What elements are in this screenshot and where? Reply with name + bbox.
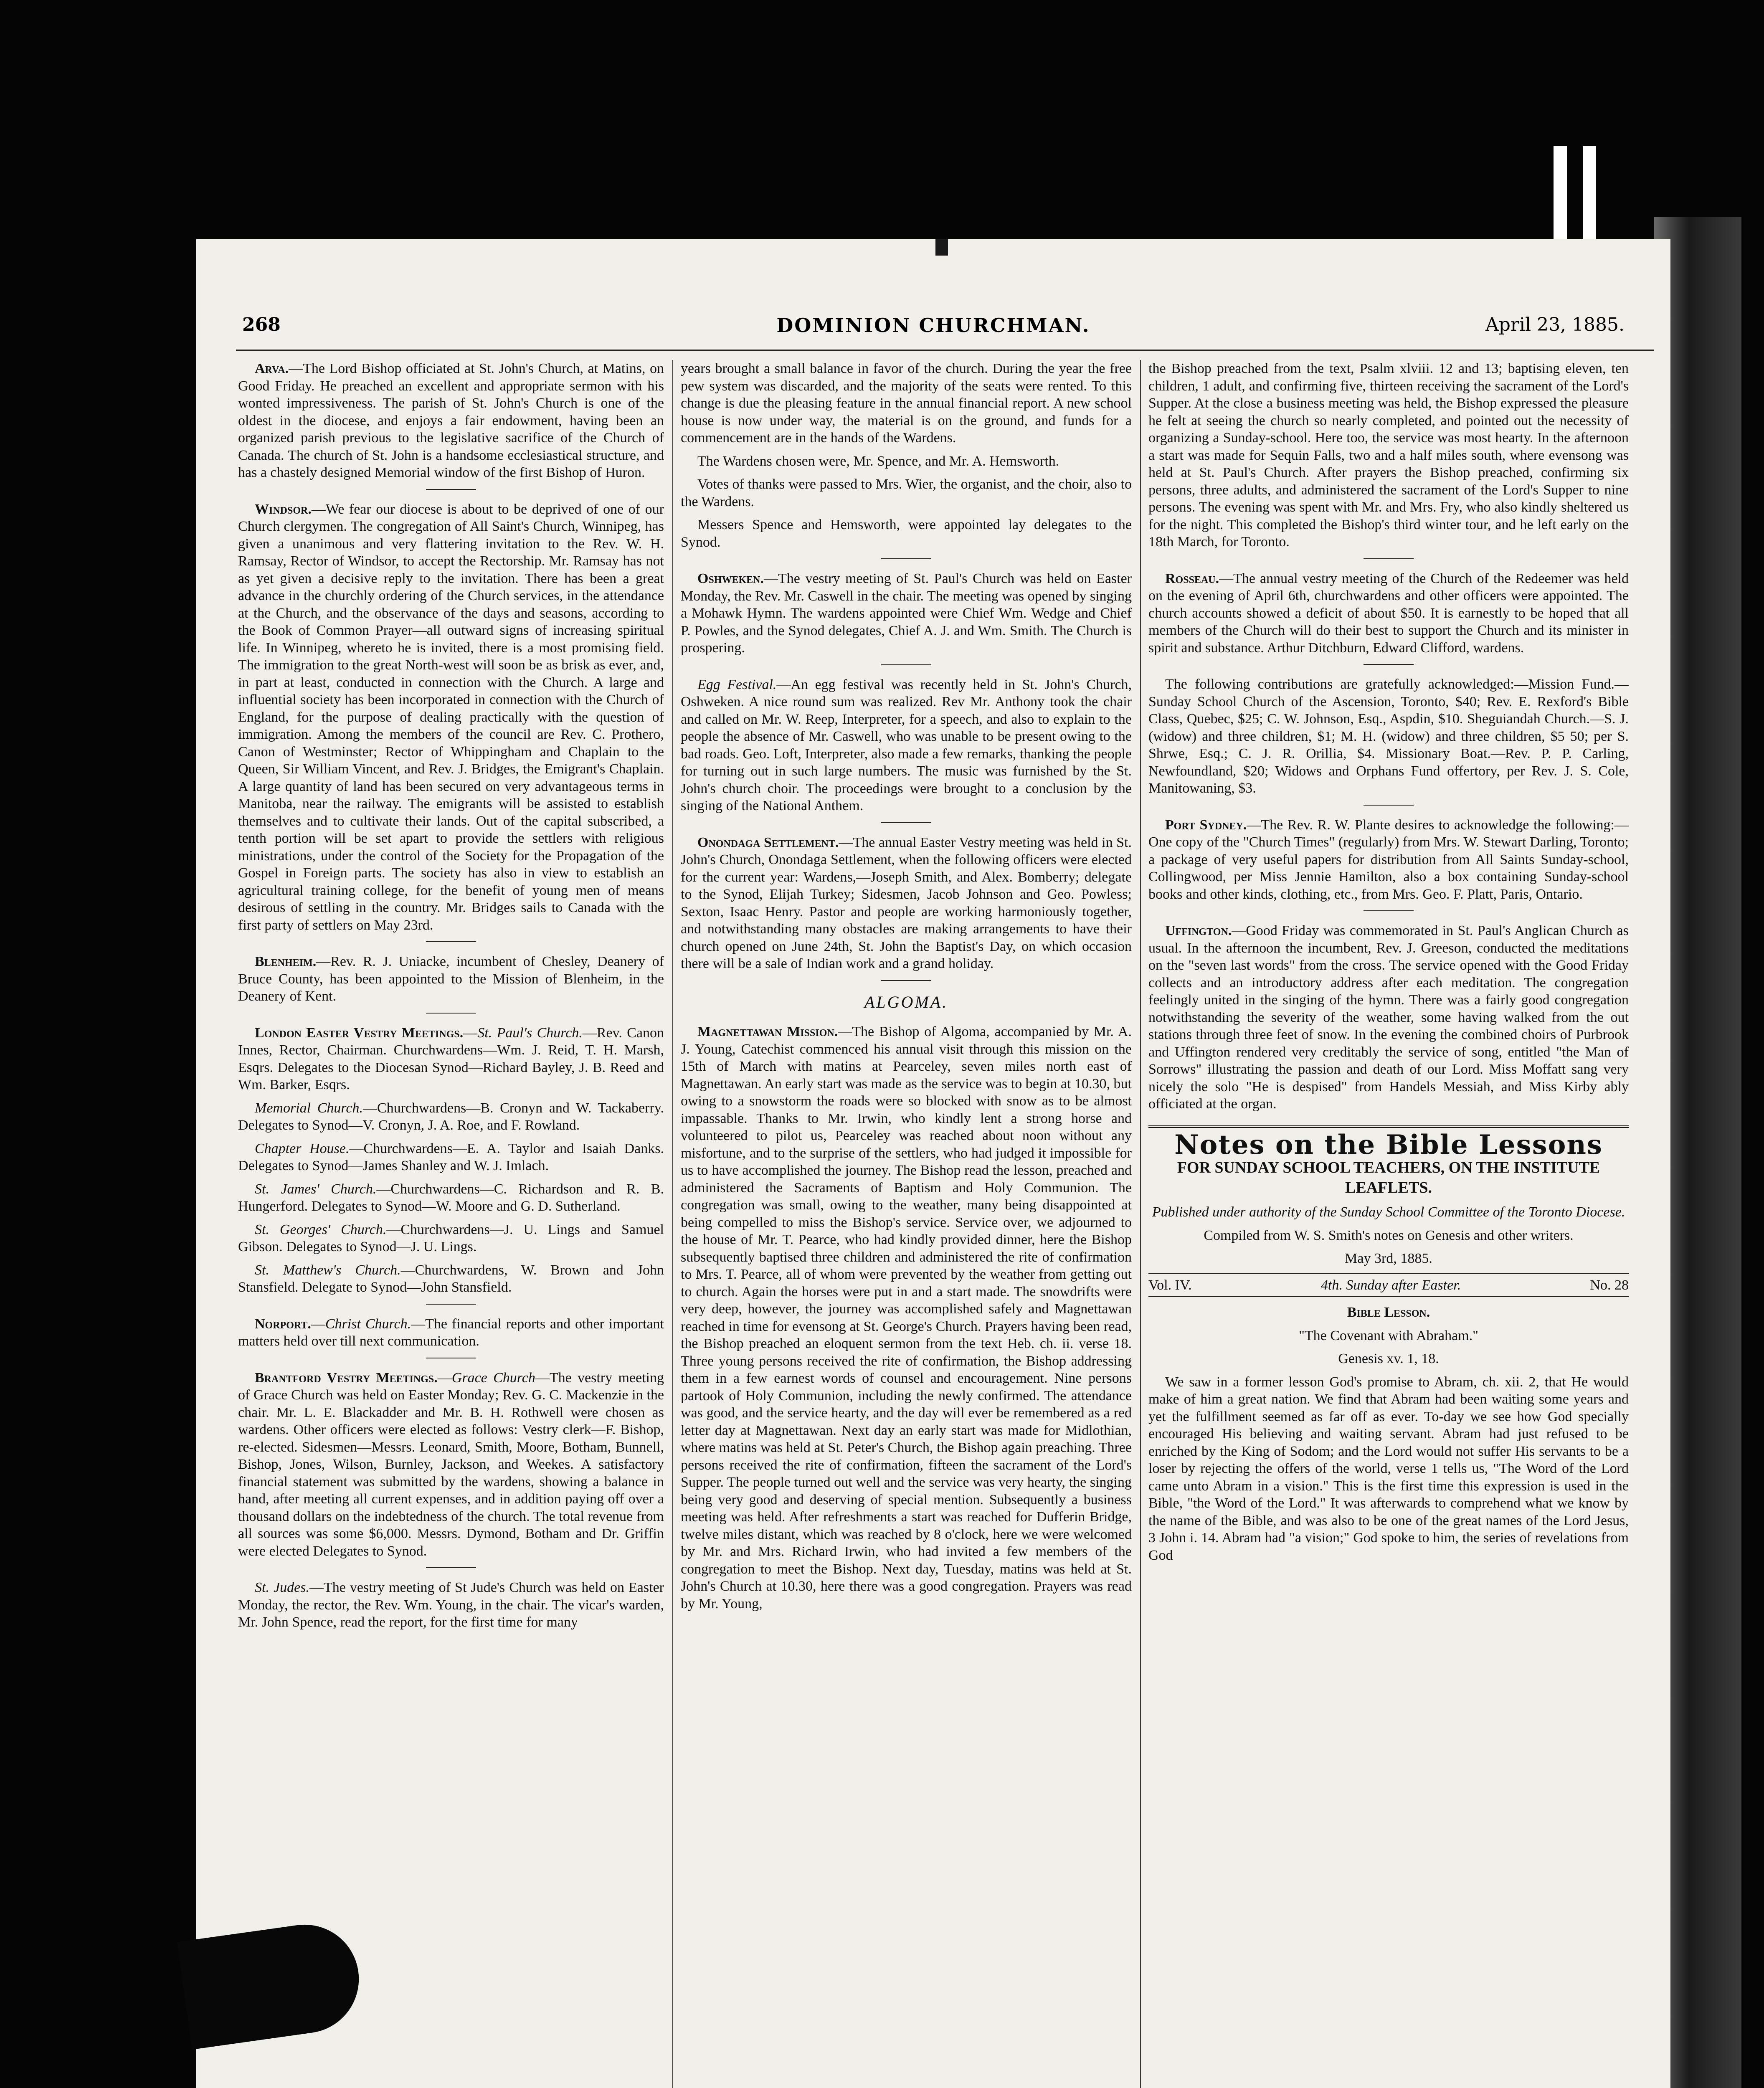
- article-magnettawan: Magnettawan Mission.—The Bishop of Algoma, accompanied by Mr. A. J. Young, Catechist commenced his annual visit through this mission on the 15th of March with matins at Pearceley, seven miles north east of Magnettawan. An early start was made as the service was to begin at 10.30, but owing to a snowstorm the roads were so blocked with snow as to be almost impassable. Thanks to Mr. Irwin, who kindly lent a strong horse and volunteered to pilot us, Pearceley was reached about noon without any misfortune, and to the surprise of the settlers, who had judged it impossible for us to have accomplished the journey. The Bishop read the lesson, preached and administered the Sacraments of Baptism and Holy Communion. The congregation was small, owing to the weather, many being disappointed at being compelled to miss the Bishop's service. Service over, we adjourned to the house of Mr. T. Pearce, who had kindly provided dinner, here the Bishop subsequently baptised three children and administered the rite of confirmation to Mrs. T. Pearce, all of whom were prevented by the weather from getting out to church. Again the horses were put in and a start made. The snowdrifts were very deep, however, the journey was accomplished safely and Magnettawan reached in time for evensong at St. George's Church. Prayers having been read, the Bishop preached an eloquent sermon from the text Heb. ch. ii. verse 18. Three young persons received the rite of confirmation, the Bishop addressing them in a few earnest words of counsel and encouragement. Nine persons partook of Holy Communion, including the newly confirmed. The attendance was good, and the service hearty, and the day will ever be remembered as a red letter day at Magnettawan. Next day an early start was made for Midlothian, where matins was held at St. Peter's Church, the Bishop again preaching. Three persons received the rite of confirmation, fifteen the sacrament of the Lord's Supper. The people turned out well and the service was very hearty, the singing being very good and deserving of special mention. Subsequently a business meeting was held. After refreshments a start was reached for Dufferin Bridge, twelve miles distant, which was reached by 8 o'clock, here we were welcomed by Mr. and Mrs. Richard Irwin, who had invited a few members of the congregation to meet the Bishop. Next day, Tuesday, matins was held at St. John's Church at 10.30, here there was a good congregation. Prayers was read by Mr. Young,: [681, 1024, 1132, 1612]
- notes-heading: Notes on the Bible Lessons: [1148, 1125, 1629, 1154]
- article-uffington: Uffington.—Good Friday was commemorated in St. Paul's Anglican Church as usual. In the afternoon the incumbent, Rev. J. Greeson, conducted the meditations on the "seven last words" from the cross. The service opened with the Good Friday collects and an introductory address after each meditation. The congregation feelingly united in the singing of the hymn. There was a fairly good congregation notwithstanding the severity of the weather, some having walked from the out stations through three feet of snow. In the evening the combined choirs of Purbrook and Uffington rendered very creditably the service of song, entitled "the Man of Sorrows" illustrating the passion and death of our Lord. Miss Moffatt sang very nicely the solo "He is despised" from Handels Messiah, and Miss Kirby ably officiated at the organ.: [1148, 923, 1629, 1112]
- article-london: London Easter Vestry Meetings.—St. Paul's Church.—Rev. Canon Innes, Rector, Chairman. Churchwardens—Wm. J. Reid, T. H. Marsh, Esqrs. Delegates to the Diocesan Synod—Richard Bayley, J. B. Reed and Wm. Barker, Esqrs.: [238, 1025, 664, 1092]
- article-st-matthews: St. Matthew's Church.—Churchwardens, W. Brown and John Stansfield. Delegate to Synod—John Stansfield.: [238, 1262, 664, 1295]
- article-memorial: Memorial Church.—Churchwardens—B. Cronyn and W. Tackaberry. Delegates to Synod—V. Cronyn, J. A. Roe, and F. Rowland.: [238, 1100, 664, 1133]
- film-marker-top-1: [1554, 146, 1567, 251]
- newspaper-title: DOMINION CHURCHMAN.: [776, 314, 1090, 337]
- article-rosseau: Rosseau.—The annual vestry meeting of the Church of the Redeemer was held on the evening of April 6th, churchwardens and other officers were appointed. The church accounts showed a deficit of about $50. It is earnestly to be hoped that all members of the Church will do their best to support the Church and its minister in spirit and substance. Arthur Ditchburn, Edward Clifford, wardens.: [1148, 570, 1629, 656]
- separator: [426, 1013, 476, 1014]
- article-oshweken: Oshweken.—The vestry meeting of St. Paul's Church was held on Easter Monday, the Rev. Mr. Caswell in the chair. The meeting was opened by singing a Mohawk Hymn. The wardens appointed were Chief Wm. Wedge and Chief P. Powles, and the Synod delegates, Chief A. J. and Wm. Smith. The Church is prospering.: [681, 571, 1132, 656]
- separator: [881, 980, 931, 981]
- section-heading-algoma: ALGOMA.: [864, 992, 948, 1011]
- compiled-note: Compiled from W. S. Smith's notes on Genesis and other writers.: [1204, 1227, 1574, 1243]
- published-note: Published under authority of the Sunday School Committee of the Toronto Diocese.: [1152, 1204, 1625, 1220]
- lesson-date: May 3rd, 1885.: [1345, 1251, 1432, 1266]
- page-blemish: [935, 239, 948, 256]
- separator: [881, 822, 931, 823]
- delegates-paragraph: Messers Spence and Hemsworth, were appointed lay delegates to the Synod.: [681, 517, 1132, 550]
- separator: [881, 664, 931, 665]
- separator: [426, 1304, 476, 1305]
- article-windsor: Windsor.—We fear our diocese is about to be deprived of one of our Church clergymen. The congregation of All Saint's Church, Winnipeg, has given a unanimous and very flattering invitation to the Rev. W. H. Ramsay, Rector of Windsor, to accept the Rectorship. Mr. Ramsay has not as yet given a decisive reply to the invitation. There has been a great advance in the churchly ordering of the Church services, in the attendance at the Church, and the observance of the days and seasons, according to the Book of Common Prayer—all outward signs of increasing spiritual life. In Winnipeg, whereto he is invited, there is a most promising field. The immigration to the great North-west will soon be as brisk as ever, and, in part at least, conducted in connection with the Church. A large and influential society has been incorporated in connection with the Church of England, for the purpose of dealing practically with the question of immigration. Among the members of the council are Rev. C. Prothero, Canon of Westminster; Rector of Whippingham and Chaplain to the Queen, Sir William Vincent, and Rev. J. Bridges, the Emigrant's Chaplain. A large quantity of land has been secured on very advantageous terms in Manitoba, near the railway. The emigrants will be assisted to establish themselves and to cultivate their lands. Out of the capital subscribed, a tenth portion will be set apart to provide the settlers with religious ministrations, under the control of the Society for the Propagation of the Gospel in Foreign parts. The society has also in view to establish an agricultural training college, for the benefit of young men of means desirous of settling in the country. Mr. Bridges sails to Canada with the first party of settlers on May 23rd.: [238, 501, 664, 933]
- wardens-paragraph: The Wardens chosen were, Mr. Spence, and Mr. A. Hemsworth.: [697, 453, 1059, 469]
- separator: [1364, 910, 1414, 911]
- article-st-james: St. James' Church.—Churchwardens—C. Richardson and R. B. Hungerford. Delegates to Synod—W. Moore and G. D. Sutherland.: [238, 1181, 664, 1214]
- article-brantford: Brantford Vestry Meetings.—Grace Church—The vestry meeting of Grace Church was held on Easter Monday; Rev. G. C. Mackenzie in the chair. Mr. L. E. Blackadder and Mr. B. H. Rothwell were chosen as wardens. Other officers were elected as follows: Vestry clerk—F. Bishop, re-elected. Sidesmen—Messrs. Leonard, Smith, Moore, Botham, Bunnell, Bishop, Jones, Wilson, Burnley, Jackson, and Weekes. A satisfactory financial statement was submitted by the wardens, showing a balance in hand, after meeting all current expenses, and in addition paying off over a thousand dollars on the indebtedness of the church. The total revenue from all sources was some $6,000. Messrs. Dymond, Botham and Dr. Griffin were elected Delegates to Synod.: [238, 1370, 664, 1559]
- article-st-georges: St. Georges' Church.—Churchwardens—J. U. Lings and Samuel Gibson. Delegates to Synod—J. U. Lings.: [238, 1221, 664, 1254]
- notes-subheading: FOR SUNDAY SCHOOL TEACHERS, ON THE INSTITUTE LEAFLETS.: [1177, 1159, 1600, 1196]
- page-number: 268: [242, 314, 281, 335]
- article-onondaga: Onondaga Settlement.—The annual Easter Vestry meeting was held in St. John's Church, Onondaga Settlement, when the following officers were elected for the current year: Wardens,—Joseph Smith, and Alex. Bomberry; delegate to the Synod, Elijah Turkey; Sidesmen, Jacob Johnson and Geo. Powless; Sexton, Isaac Henry. Pastor and people are working harmoniously together, and notwithstanding many obstacles are making arrangements to have their church opened on June 24th, St. John the Baptist's Day, on which occasion there will be a sale of Indian work and a grand holiday.: [681, 834, 1132, 971]
- film-marker-top-2: [1583, 146, 1596, 251]
- column-2: [681, 360, 1132, 1618]
- column-3: [1148, 360, 1629, 1570]
- separator: [426, 489, 476, 490]
- article-magnettawan-continued: the Bishop preached from the text, Psalm xlviii. 12 and 13; baptising eleven, ten children, 1 adult, and confirming five, thirteen receiving the sacrament of the Lord's Supper. At the close a business meeting was held, the Bishop expressed the pleasure he felt at seeing the church so nearly completed, and pointed out the necessity of organizing a Sunday-school. Here too, the service was most hearty. In the afternoon a start was made for Sequin Falls, two and a half miles south, where evensong was held at St. Paul's Church. After prayers the Bishop preached, confirming six persons, three adults, and administered the sacrament of the Lord's Supper to nine persons. The evening was spent with Mr. and Mrs. Fry, who also kindly sheltered us for the night. This completed the Bishop's third winter tour, and he left early on the 18th March, for Toronto.: [1148, 361, 1629, 550]
- lesson-reference: Genesis xv. 1, 18.: [1338, 1351, 1439, 1366]
- article-norport: Norport.—Christ Church.—The financial reports and other important matters held over till next communication.: [238, 1316, 664, 1349]
- separator: [426, 1567, 476, 1568]
- newspaper-page: [196, 239, 1670, 2088]
- issue-date: April 23, 1885.: [1485, 314, 1625, 335]
- separator: [1364, 664, 1414, 665]
- article-arva: Arva.—The Lord Bishop officiated at St. John's Church, at Matins, on Good Friday. He preached an excellent and appropriate sermon with his wonted impressiveness. The parish of St. John's Church is one of the oldest in the diocese, and enjoys a fair endowment, having been an organized parish previous to the legislative sacrifice of the Church of Canada. The church of St. John is a handsome ecclesiastical structure, and has a chastely designed Memorial window of the first Bishop of Huron.: [238, 361, 664, 480]
- article-st-judes-continued: years brought a small balance in favor of the church. During the year the free pew system was discarded, and the majority of the seats were rented. To this change is due the pleasing feature in the annual financial report. A new school house is now under way, the material is on the ground, and funds for a commencement are in the hands of the Wardens.: [681, 361, 1132, 446]
- article-egg-festival: Egg Festival.—An egg festival was recently held in St. John's Church, Oshweken. A nice round sum was realized. Rev Mr. Anthony took the chair and called on Mr. W. Reep, Interpreter, for a speech, and also to explain to the people the absence of Mr. Caswell, who was unable to be present owing to the bad roads. Geo. Loft, Interpreter, also made a few remarks, thanking the people for turning out in such large numbers. The music was furnished by the St. John's church choir. The proceedings were brought to a conclusion by the singing of the National Anthem.: [681, 677, 1132, 813]
- article-blenheim: Blenheim.—Rev. R. J. Uniacke, incumbent of Chesley, Deanery of Bruce County, has been appointed to the Mission of Blenheim, in the Deanery of Kent.: [238, 954, 664, 1004]
- bible-lesson-heading: Bible Lesson.: [1347, 1305, 1430, 1320]
- lesson-info-row: [1148, 1273, 1629, 1297]
- separator: [881, 558, 931, 559]
- article-contributions: The following contributions are gratefully acknowledged:—Mission Fund.—Sunday School Church of the Ascension, Toronto, $40; Rev. E. Rexford's Bible Class, Quebec, $25; C. W. Johnson, Esq., Aspdin, $10. Sheguiandah Church.—S. J. (widow) and three children, $1; M. H. (widow) and three children, $5 50; per S. Shrwe, Esq.; C. J. R. Orillia, $4. Missionary Boat.—Rev. P. P. Carling, Newfoundland, $20; Widows and Orphans Fund offertory, per Rev. J. S. Cole, Manitowaning, $3.: [1148, 677, 1629, 796]
- article-port-sydney: Port Sydney.—The Rev. R. W. Plante desires to acknowledge the following:—One copy of the "Church Times" (regularly) from Mrs. W. Stewart Darling, Toronto; a package of very useful papers for distribution from All Saints Sunday-school, Collingwood, per Miss Jennie Hamilton, also a box containing Sunday-school books and other kinds, clothing, etc., from Mrs. Geo. F. Platt, Paris, Ontario.: [1148, 817, 1629, 902]
- volume: Vol. IV.: [1148, 1277, 1192, 1293]
- article-chapter-house: Chapter House.—Churchwardens—E. A. Taylor and Isaiah Danks. Delegates to Synod—James Shanley and W. J. Imlach.: [238, 1140, 664, 1173]
- column-divider-1: [672, 360, 673, 2088]
- column-1: [238, 360, 664, 1637]
- page-header: [196, 314, 1670, 352]
- sunday-label: 4th. Sunday after Easter.: [1320, 1277, 1461, 1293]
- separator: [1364, 558, 1414, 559]
- lesson-number: No. 28: [1590, 1277, 1629, 1293]
- separator: [1364, 805, 1414, 806]
- column-divider-2: [1140, 360, 1141, 2088]
- separator: [426, 941, 476, 942]
- votes-paragraph: Votes of thanks were passed to Mrs. Wier, the organist, and the choir, also to the Wardens.: [681, 476, 1132, 509]
- lesson-body: We saw in a former lesson God's promise to Abram, ch. xii. 2, that He would make of him a great nation. We find that Abram had been waiting some years and yet the fulfillment seemed as far off as ever. To-day we see how God specially encouraged His believing and waiting servant. Abram had just refused to be enriched by the King of Sodom; and the Lord would not suffer His servants to be a loser by rejecting the offers of the world, verse 1 tells us, "The Word of the Lord came unto Abram in a vision." This is the first time this expression is used in the Bible, "the Word of the Lord." It was afterwards to comprehend what we know by the name of the Bible, and was also to be one of the great names of the Lord Jesus, 3 John i. 14. Abram had "a vision;" God spoke to him, the series of revelations from God: [1148, 1374, 1629, 1563]
- header-rule: [236, 350, 1654, 351]
- article-st-judes: St. Judes.—The vestry meeting of St Jude's Church was held on Easter Monday, the rector, the Rev. Wm. Young, in the chair. The vicar's warden, Mr. John Spence, read the report, for the first time for many: [238, 1580, 664, 1630]
- lesson-title: "The Covenant with Abraham.": [1299, 1328, 1478, 1343]
